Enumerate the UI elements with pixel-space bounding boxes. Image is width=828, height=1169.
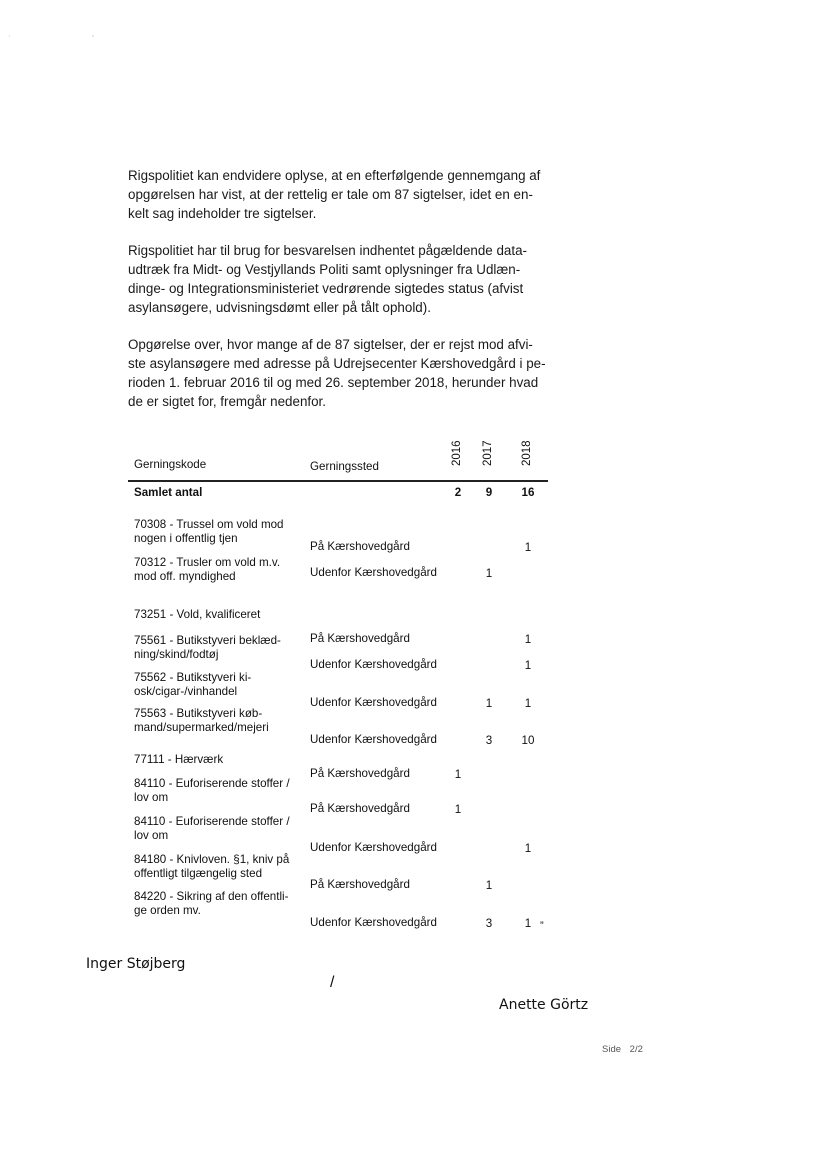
- charge-code: [134, 608, 304, 622]
- charge-place: På Kærshovedgård: [310, 767, 410, 780]
- paragraph: [128, 335, 548, 411]
- text-line: de er sigtet for, fremgår nedenfor.: [128, 394, 326, 409]
- charge-code-line: 75563 - Butikstyveri køb-: [134, 707, 263, 720]
- count-2017: 1: [485, 697, 493, 710]
- table-row: [128, 518, 548, 556]
- count-2017: 3: [485, 734, 493, 747]
- table-row: [128, 853, 548, 890]
- table-row: [128, 634, 548, 671]
- count-2018: 1: [524, 633, 532, 646]
- charge-place: Udenfor Kærshovedgård: [310, 696, 437, 709]
- slash-mark: /: [330, 974, 335, 991]
- table-row: [128, 815, 548, 853]
- charge-code: [134, 634, 304, 661]
- count-2018: 1: [524, 541, 532, 554]
- column-header-2016: 2016: [451, 440, 463, 466]
- column-header-2017: 2017: [482, 440, 494, 466]
- charge-place: På Kærshovedgård: [310, 878, 410, 891]
- table-header: [128, 436, 548, 478]
- count-2017: 1: [485, 567, 493, 580]
- column-header-place: Gerningssted: [310, 460, 379, 473]
- charge-code: [134, 671, 304, 698]
- table-row: [128, 890, 548, 930]
- charge-code-line: 73251 - Vold, kvalificeret: [134, 608, 261, 621]
- charge-code-line: 70308 - Trussel om vold mod: [134, 518, 284, 531]
- page-value: 2/2: [629, 1044, 643, 1055]
- charge-code-line: mand/supermarked/mejeri: [134, 720, 269, 734]
- total-row: [128, 484, 548, 506]
- count-2018: 1: [524, 659, 532, 672]
- charge-code-line: 77111 - Hærværk: [134, 753, 224, 766]
- charge-code-line: osk/cigar-/vinhandel: [134, 684, 238, 698]
- signature-inger-stojberg: Inger Støjberg: [86, 956, 186, 972]
- text-line: Opgørelse over, hvor mange af de 87 sigtelser, der er rejst mod afvi-: [128, 337, 533, 352]
- text-line: rioden 1. februar 2016 til og med 26. september 2018, herunder hvad: [128, 375, 539, 390]
- count-2018: 1: [524, 697, 532, 710]
- charge-code: [134, 815, 304, 842]
- charge-code-line: 84180 - Knivloven. §1, kniv på: [134, 853, 290, 866]
- charge-place: På Kærshovedgård: [310, 632, 410, 645]
- text-line: Rigspolitiet har til brug for besvarelsen indhentet pågældende data-: [128, 243, 527, 258]
- paragraph: [128, 166, 548, 223]
- table-row: [128, 753, 548, 781]
- charge-code-line: 75562 - Butikstyveri ki-: [134, 671, 252, 684]
- table-row: [128, 707, 548, 745]
- charge-code-line: mod off. myndighed: [134, 569, 236, 583]
- charge-code: [134, 853, 304, 880]
- count-2018: 1: [524, 917, 532, 930]
- charge-code-line: 70312 - Trusler om vold m.v.: [134, 556, 281, 569]
- total-2018: 16: [521, 486, 535, 499]
- charge-place: Udenfor Kærshovedgård: [310, 658, 437, 671]
- total-2017: 9: [485, 486, 493, 499]
- charge-code-line: 84220 - Sikring af den offentli-: [134, 890, 289, 903]
- charge-code-line: 84110 - Euforiserende stoffer /: [134, 777, 290, 790]
- count-2017: 1: [485, 879, 493, 892]
- total-2016: 2: [454, 486, 462, 499]
- paragraph: [128, 241, 548, 317]
- charge-code-line: ge orden mv.: [134, 903, 201, 917]
- body-text: [128, 166, 548, 429]
- total-label: Samlet antal: [134, 486, 203, 499]
- count-2018: 1: [524, 842, 532, 855]
- page-label: Side: [602, 1044, 622, 1055]
- charge-place: Udenfor Kærshovedgård: [310, 841, 437, 854]
- text-line: Rigspolitiet kan endvidere oplyse, at en efterfølgende gennemgang af: [128, 168, 541, 183]
- text-line: dinge- og Integrationsministeriet vedrørende sigtedes status (afvist: [128, 281, 524, 296]
- charge-code-line: 75561 - Butikstyveri beklæd-: [134, 634, 281, 647]
- charge-code-line: nogen i offentlig tjen: [134, 531, 238, 545]
- table-row: [128, 777, 548, 815]
- table-row: [128, 556, 548, 600]
- page-number: [602, 1044, 643, 1055]
- charges-table: [128, 436, 548, 930]
- column-header-code: Gerningskode: [134, 458, 207, 471]
- text-line: ste asylansøgere med adresse på Udrejsecenter Kærshovedgård i pe-: [128, 356, 546, 371]
- header-divider: [128, 480, 548, 482]
- charge-code-line: ning/skind/fodtøj: [134, 647, 219, 661]
- charge-code: [134, 707, 304, 734]
- count-2016: 1: [454, 768, 462, 781]
- charge-place: Udenfor Kærshovedgård: [310, 916, 437, 929]
- charge-code: [134, 518, 304, 545]
- charge-code-line: lov om: [134, 790, 169, 804]
- table-row: [128, 671, 548, 710]
- charge-code: [134, 777, 304, 804]
- charge-code-line: 84110 - Euforiserende stoffer /: [134, 815, 290, 828]
- column-header-2018: 2018: [521, 440, 533, 466]
- charge-code: [134, 753, 304, 767]
- quote-mark: ”: [540, 920, 544, 932]
- scan-marks: ʿ ʼ: [8, 36, 134, 43]
- charge-code: [134, 556, 304, 583]
- charge-place: Udenfor Kærshovedgård: [310, 566, 437, 579]
- count-2018: 10: [521, 734, 535, 747]
- text-line: opgørelsen har vist, at der rettelig er tale om 87 sigtelser, idet en en-: [128, 187, 533, 202]
- signature-anette-gortz: Anette Görtz: [499, 997, 589, 1013]
- count-2017: 3: [485, 917, 493, 930]
- text-line: asylansøgere, udvisningsdømt eller på tålt ophold).: [128, 300, 431, 315]
- charge-place: På Kærshovedgård: [310, 540, 410, 553]
- charge-code-line: lov om: [134, 828, 169, 842]
- text-line: kelt sag indeholder tre sigtelser.: [128, 206, 317, 221]
- count-2016: 1: [454, 803, 462, 816]
- charge-place: På Kærshovedgård: [310, 802, 410, 815]
- charge-place: Udenfor Kærshovedgård: [310, 733, 437, 746]
- charge-code: [134, 890, 304, 917]
- charge-code-line: offentligt tilgængelig sted: [134, 866, 263, 880]
- text-line: udtræk fra Midt- og Vestjyllands Politi samt oplysninger fra Udlæn-: [128, 262, 521, 277]
- table-body: [128, 518, 548, 930]
